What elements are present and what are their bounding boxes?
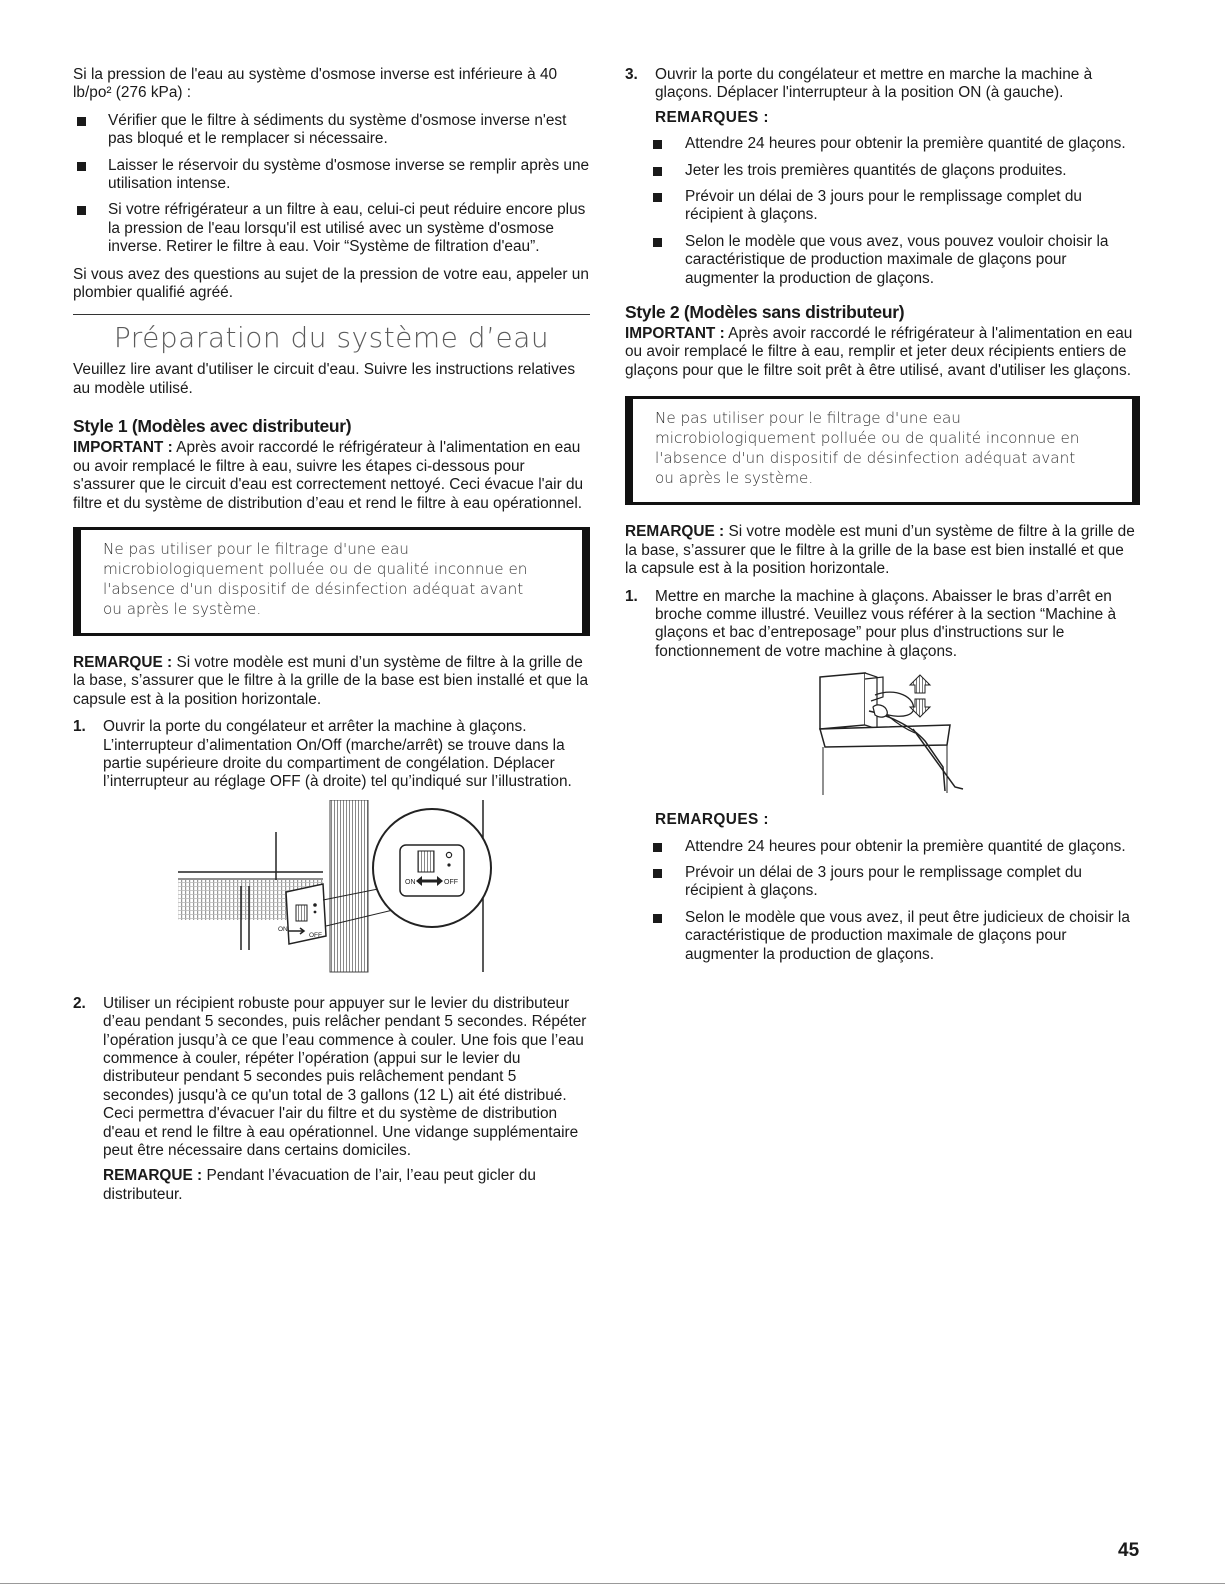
style2-important (625, 325, 1140, 380)
remarque-label: REMARQUE : (73, 653, 173, 671)
freezer-switch-drawing (73, 800, 590, 986)
step-text: Utiliser un récipient robuste pour appuyer sur le levier du distributeur d’eau pendant 5 secondes, puis relâcher pendant 5 secondes. Répéter l’opération jusqu’à ce que l’eau commence à couler. Une fois que l’eau commence à couler, répéter l’opération (appui sur le levier du distributeur pendant 5 secondes puis relâchement pendant 5 secondes) jusqu'à ce qu'un total de 3 gallons (12 L) ait été distribué. Ceci permettra d'évacuer l'air du filtre et du système de distribution d'eau et rend le filtre à eau opérationnel. Une vidange supplémentaire peut être nécessaire dans certains domiciles. (103, 994, 587, 1159)
fig-on-label: ON (405, 878, 416, 886)
style2-remarque (625, 523, 1140, 578)
warning-line: Ne pas utiliser pour le filtrage d'une eau (103, 539, 409, 558)
list-item: Si votre réfrigérateur a un filtre à eau, celui-ci peut réduire encore plus la pression de l'eau lorsqu'il est utilisé avec un système d'osmose inverse. Retirer le filtre à eau. Voir “Système de filtration d'eau”. (73, 201, 590, 256)
warning-box (625, 396, 1140, 505)
step-1 (73, 718, 590, 986)
list-item-text: Attendre 24 heures pour obtenir la première quantité de glaçons. (685, 135, 1126, 153)
remarques-list (625, 838, 1140, 964)
ice-maker-arm-drawing (625, 667, 1140, 807)
section-divider (73, 314, 590, 315)
step-text: Ouvrir la porte du congélateur et arrêter la machine à glaçons. L’interrupteur d’alimentation On/Off (marche/arrêt) se trouve dans la partie supérieure droite du compartiment de congélation. Déplacer l’interrupteur au réglage OFF (à droite) tel qu’indiqué sur l’illustration. (103, 718, 572, 791)
list-item (625, 233, 1140, 288)
remarque-text: Si votre modèle est muni d’un système de filtre à la grille de la base, s’assurer que le filtre à la grille de la base est bien installé et que la capsule est à la position horizontale. (73, 653, 589, 708)
list-item-text: Prévoir un délai de 3 jours pour le remplissage complet du récipient à glaçons. (685, 188, 1082, 224)
list-item: Vérifier que le filtre à sédiments du système d'osmose inverse n'est pas bloqué et le remplacer si nécessaire. (73, 112, 590, 149)
step-1 (625, 588, 1140, 964)
list-item: Laisser le réservoir du système d'osmose inverse se remplir après une utilisation intense. (73, 157, 590, 194)
pressure-intro: Si la pression de l'eau au système d'osmose inverse est inférieure à 40 lb/po² (276 kPa) : (73, 66, 558, 102)
remarques-list (625, 135, 1140, 288)
list-item-text: Attendre 24 heures pour obtenir la première quantité de glaçons. (685, 837, 1126, 855)
style1-steps (73, 718, 590, 1204)
freezer-switch-illustration (73, 800, 590, 986)
left-column (73, 66, 590, 1213)
fig-off-label: OFF (444, 878, 458, 886)
remarque-text: Pendant l’évacuation de l’air, l’eau peut gicler du distributeur. (103, 1167, 536, 1203)
remarques-heading: REMARQUES : (655, 108, 769, 126)
step-number: 1. (73, 718, 86, 736)
list-item-text: Selon le modèle que vous avez, il peut être judicieux de choisir la caractéristique de production maximale de glaçons pour augmenter la production de glaçons. (685, 908, 1130, 963)
warning-line: ou après le système. (103, 599, 262, 618)
list-item (625, 864, 1140, 901)
warning-line: l'absence d'un dispositif de désinfection adéquat avant (655, 449, 1076, 468)
step-text: Ouvrir la porte du congélateur et mettre en marche la machine à glaçons. Déplacer l'interrupteur à la position ON (à gauche). (655, 66, 1093, 102)
important-label: IMPORTANT : (73, 439, 173, 457)
style1-steps-continued (625, 66, 1140, 288)
remarque-label: REMARQUE : (625, 523, 725, 541)
step2-remarque (103, 1167, 590, 1204)
bottom-edge-line (0, 1583, 1225, 1584)
style1-heading: Style 1 (Modèles avec distributeur) (73, 416, 352, 437)
list-item-text: Jeter les trois premières quantités de glaçons produites. (685, 161, 1067, 179)
step-3 (625, 66, 1140, 288)
style2-steps (625, 588, 1140, 964)
step-2 (73, 995, 590, 1204)
warning-line: microbiologiquement polluée ou de qualité inconnue en (103, 559, 528, 578)
right-column (625, 66, 1140, 973)
step-number: 2. (73, 994, 86, 1012)
pressure-bullets (73, 112, 590, 257)
pressure-outro: Si vous avez des questions au sujet de la pression de votre eau, appeler un plombier qualifié agréé. (73, 265, 589, 302)
important-text: Après avoir raccordé le réfrigérateur à l'alimentation en eau ou avoir remplacé le filtre à eau, suivre les étapes ci-dessous pour s'assurer que le circuit d'eau est correctement nettoyé. Ceci évacue l'air du filtre et du système de distribution d’eau et rend le filtre à eau opérationnel. (73, 439, 584, 512)
style1-important (73, 439, 590, 513)
list-item-text: Prévoir un délai de 3 jours pour le remplissage complet du récipient à glaçons. (685, 863, 1082, 900)
list-item (625, 188, 1140, 225)
ice-maker-arm-illustration (625, 667, 1140, 807)
list-item (625, 162, 1140, 180)
step-number: 1. (625, 587, 638, 605)
important-text: Après avoir raccordé le réfrigérateur à l'alimentation en eau ou avoir remplacé le filtre à eau, remplir et jeter deux récipients entiers de glaçons pour que le filtre soit prêt à être utilisé, avant d'utiliser les glaçons. (625, 325, 1133, 379)
list-item (625, 909, 1140, 964)
list-item (625, 135, 1140, 153)
style1-remarque (73, 654, 590, 709)
warning-line: microbiologiquement polluée ou de qualité inconnue en (655, 429, 1080, 448)
section-title: Préparation du système d’eau (113, 321, 550, 355)
fig-on-label-small: ON (278, 925, 288, 933)
list-item-text: Selon le modèle que vous avez, vous pouvez vouloir choisir la caractéristique de production maximale de glaçons pour augmenter la production de glaçons. (685, 232, 1109, 287)
warning-line: l'absence d'un dispositif de désinfection adéquat avant (103, 579, 524, 598)
remarque-text: Si votre modèle est muni d’un système de filtre à la grille de la base, s’assurer que le filtre à la grille de la base est bien installé et que la capsule est à la position horizontale. (625, 523, 1135, 578)
warning-box (73, 527, 590, 636)
remarques-heading: REMARQUES : (655, 811, 769, 829)
step-number: 3. (625, 66, 638, 83)
step-text: Mettre en marche la machine à glaçons. Abaisser le bras d’arrêt en broche comme illustré. Veuillez vous référer à la section “Machine à glaçons et bac d’entreposage” pour plus d'instructions sur le fonctionnement de votre machine à glaçons. (655, 587, 1117, 660)
page-number: 45 (1118, 1540, 1140, 1561)
section-intro: Veuillez lire avant d'utiliser le circuit d'eau. Suivre les instructions relatives au modèle utilisé. (73, 361, 576, 397)
remarque-label: REMARQUE : (103, 1167, 203, 1185)
warning-line: Ne pas utiliser pour le filtrage d'une eau (655, 409, 961, 428)
important-label: IMPORTANT : (625, 325, 725, 343)
fig-off-label-small: OFF (309, 931, 322, 939)
warning-line: ou après le système. (655, 469, 814, 488)
list-item (625, 838, 1140, 856)
style2-heading: Style 2 (Modèles sans distributeur) (625, 302, 905, 323)
